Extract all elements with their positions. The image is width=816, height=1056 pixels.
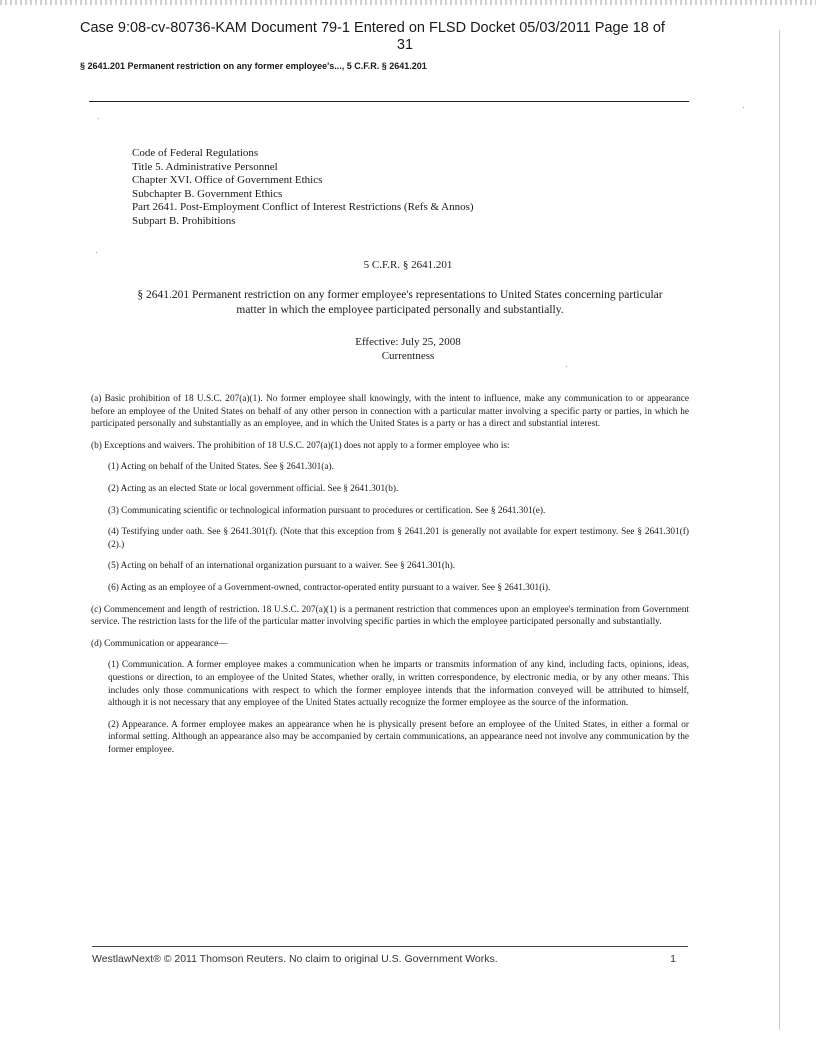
regulation-breadcrumb xyxy=(132,147,652,228)
breadcrumb-item: Chapter XVI. Office of Government Ethics xyxy=(132,174,323,186)
breadcrumb-item: Subpart B. Prohibitions xyxy=(132,214,236,227)
page-number: 1 xyxy=(670,953,676,965)
paragraph-b: (b) Exceptions and waivers. The prohibition of 18 U.S.C. 207(a)(1) does not apply to a former employee who is: xyxy=(91,440,510,451)
paragraph-b2: (2) Acting as an elected State or local government official. See § 2641.301(b). xyxy=(108,483,399,494)
regulation-citation: 5 C.F.R. § 2641.201 xyxy=(363,259,453,271)
scan-edge-artifact xyxy=(0,0,816,5)
copyright-notice: WestlawNext® © 2011 Thomson Reuters. No claim to original U.S. Government Works. xyxy=(92,953,498,965)
paragraph-d1: (1) Communication. A former employee makes a communication when he imparts or transmits information of any kind, including facts, opinions, ideas, questions or direction, to an employee of the United States, whether orally, in written correspondence, by electronic media, or by any other means. This includes only those communications with respect to which the former employee intends that the information conveyed will be attributed to himself, although it is not necessary that any employee of the United States actually recognize the former employee as the source of the information. xyxy=(108,660,689,709)
docket-header xyxy=(80,20,730,75)
running-section-title: § 2641.201 Permanent restriction on any former employee's..., 5 C.F.R. § 2641.201 xyxy=(80,61,427,71)
breadcrumb-item: Part 2641. Post-Employment Conflict of Interest Restrictions (Refs & Annos) xyxy=(132,201,474,213)
paragraph-b3: (3) Communicating scientific or technological information pursuant to procedures or certification. See § 2641.301(e). xyxy=(108,505,546,516)
paragraph-a: (a) Basic prohibition of 18 U.S.C. 207(a)(1). No former employee shall knowingly, with the intent to influence, make any communication to or appearance before an employee of the United States on behalf of any other person in connection with a particular matter involving a specific party or parties, in which he participated personally and substantially as an employee, and in which the United States is a party or has a direct and substantial interest. xyxy=(91,394,689,430)
paragraph-d: (d) Communication or appearance— xyxy=(91,638,228,649)
effective-date: Effective: July 25, 2008 xyxy=(355,336,461,348)
scan-speck xyxy=(96,252,97,253)
header-divider xyxy=(89,101,689,102)
scan-speck xyxy=(743,107,744,108)
breadcrumb-item: Subchapter B. Government Ethics xyxy=(132,187,283,200)
breadcrumb-item: Code of Federal Regulations xyxy=(132,147,259,159)
paragraph-b5: (5) Acting on behalf of an international organization pursuant to a waiver. See § 2641.301(h). xyxy=(108,561,456,572)
regulation-body xyxy=(91,393,689,765)
paragraph-b4: (4) Testifying under oath. See § 2641.301(f). (Note that this exception from § 2641.201 is generally not available for expert testimony. See § 2641.301(f)(2).) xyxy=(108,527,689,550)
paragraph-b6: (6) Acting as an employee of a Government-owned, contractor-operated entity pursuant to a waiver. See § 2641.301(i). xyxy=(108,582,551,593)
scan-speck xyxy=(566,366,567,367)
section-heading: § 2641.201 Permanent restriction on any former employee's representations to United States concerning particular matter in which the employee participated personally and substantially. xyxy=(137,289,663,316)
breadcrumb-item: Title 5. Administrative Personnel xyxy=(132,160,278,173)
paragraph-d2: (2) Appearance. A former employee makes an appearance when he is physically present before an employee of the United States, in either a formal or informal setting. Although an appearance also may be accompanied by certain communications, an appearance need not involve any communication by the former employee. xyxy=(108,719,689,755)
currentness-label: Currentness xyxy=(381,350,435,362)
paragraph-c: (c) Commencement and length of restriction. 18 U.S.C. 207(a)(1) is a permanent restriction that commences upon an employee's termination from Government service. The restriction lasts for the life of the particular matter involving specific parties in which the employee participated personally and substantially. xyxy=(91,604,689,628)
paragraph-b1: (1) Acting on behalf of the United States. See § 2641.301(a). xyxy=(108,462,334,473)
scan-margin-line xyxy=(779,30,780,1030)
docket-header-page-total: 31 xyxy=(396,37,414,53)
page-footer xyxy=(92,946,688,965)
scan-speck xyxy=(98,118,99,119)
effective-block xyxy=(0,335,816,363)
docket-header-line: Case 9:08-cv-80736-KAM Document 79-1 Entered on FLSD Docket 05/03/2011 Page 18 of xyxy=(80,20,665,36)
